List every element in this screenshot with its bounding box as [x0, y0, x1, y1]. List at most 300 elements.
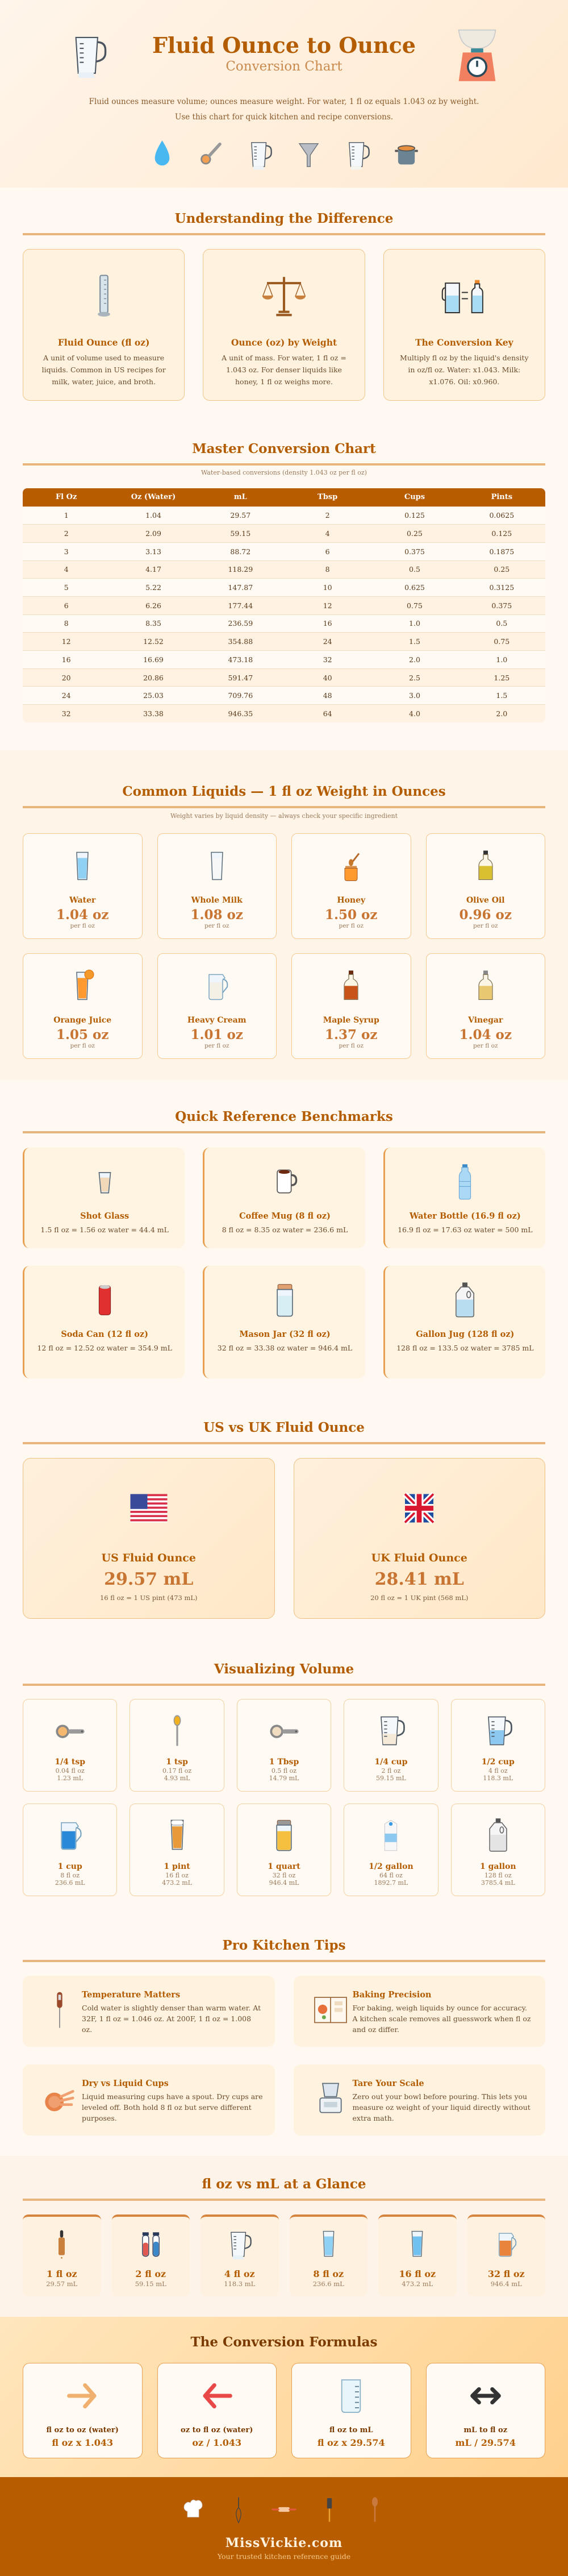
coffee-mug-icon — [266, 1162, 304, 1200]
column-header: Tbsp — [284, 488, 371, 506]
table-row — [23, 542, 545, 560]
liquid-card — [157, 953, 277, 1059]
table-row — [23, 614, 545, 633]
formula-card — [157, 2363, 277, 2458]
table-cell: 2.0 — [458, 705, 545, 723]
fl-oz-value: 0.17 fl oz — [162, 1767, 192, 1775]
fl-oz-value: 64 fl oz — [379, 1872, 403, 1879]
fl-oz-value: 4 fl oz — [488, 1767, 508, 1775]
fluid-ounce-card — [294, 1458, 546, 1619]
ml-value: 59.15 mL — [376, 1775, 406, 1782]
tip-text: For baking, weigh liquids by ounce for accuracy. A kitchen scale removes all guesswork when fl oz and oz differ. — [352, 2004, 531, 2034]
liquid-unit: per fl oz — [70, 1042, 95, 1049]
us-flag-icon — [120, 1487, 177, 1530]
teaspoon-icon — [159, 1712, 195, 1748]
table-cell: 0.3125 — [458, 579, 545, 597]
kitchen-scale-icon — [446, 24, 508, 85]
table-row — [23, 651, 545, 669]
graduated-cylinder-icon — [81, 272, 127, 319]
table-cell: 33.38 — [110, 705, 197, 723]
tip-title: Tare Your Scale — [352, 2079, 424, 2088]
liquid-weight: 1.05 oz — [56, 1027, 109, 1042]
formula: fl oz x 29.574 — [317, 2437, 385, 2448]
volume-label: 1/4 cup — [374, 1758, 408, 1767]
volume-card — [237, 1804, 331, 1896]
water-bottle-icon — [446, 1162, 484, 1200]
tip-title: Baking Precision — [352, 1990, 432, 2000]
volume-label: 1/4 tsp — [55, 1758, 85, 1767]
table-cell: 8 — [23, 614, 110, 633]
volume-card — [451, 1699, 545, 1792]
table-row — [23, 687, 545, 705]
table-cell: 0.0625 — [458, 506, 545, 525]
tip-card — [294, 1976, 546, 2047]
table-cell: 0.75 — [458, 633, 545, 651]
liquid-unit: per fl oz — [473, 923, 498, 929]
table-cell: 177.44 — [197, 596, 284, 614]
vials-icon — [135, 2228, 166, 2259]
floz-vs-ml-section — [0, 2156, 568, 2317]
fl-oz-value: 2 fl oz — [381, 1767, 401, 1775]
table-cell: 946.35 — [197, 705, 284, 723]
table-cell: 12.52 — [110, 633, 197, 651]
table-cell: 12 — [284, 596, 371, 614]
tip-title: Dry vs Liquid Cups — [82, 2079, 169, 2088]
liquid-unit: per fl oz — [339, 1042, 364, 1049]
volume-label: 1 gallon — [479, 1862, 516, 1871]
liquid-weight: 1.37 oz — [325, 1027, 378, 1042]
liquid-card — [426, 953, 546, 1059]
table-row — [23, 525, 545, 543]
benchmark-title: Water Bottle (16.9 fl oz) — [409, 1211, 521, 1221]
table-row — [23, 705, 545, 723]
benchmark-title: Coffee Mug (8 fl oz) — [239, 1211, 331, 1221]
volume-label: 1 tsp — [166, 1758, 188, 1767]
fl-oz-value: 8 fl oz — [313, 2268, 344, 2279]
arrow-left-icon — [197, 2376, 237, 2416]
tagline: Your trusted kitchen reference guide — [217, 2552, 351, 2561]
liquid-card — [23, 833, 143, 939]
liquid-weight: 1.50 oz — [325, 907, 378, 923]
measuring-spoon-icon — [195, 138, 227, 171]
table-cell: 0.25 — [371, 525, 458, 543]
milk-carton-icon — [373, 1817, 409, 1853]
liquid-unit: per fl oz — [204, 1042, 229, 1049]
glance-card — [467, 2214, 546, 2296]
benchmark-text: 8 fl oz = 8.35 oz water = 236.6 mL — [222, 1225, 348, 1234]
page-subtitle: Conversion Chart — [225, 59, 343, 74]
conversion-table — [23, 488, 545, 722]
table-cell: 473.18 — [197, 651, 284, 669]
liquid-card — [426, 833, 546, 939]
ml-value: 118.3 mL — [483, 1775, 513, 1782]
table-cell: 4 — [23, 560, 110, 579]
column-header: Fl Oz — [23, 488, 110, 506]
table-cell: 1.5 — [371, 633, 458, 651]
table-cell: 0.375 — [458, 596, 545, 614]
formula-card — [426, 2363, 546, 2458]
benchmark-card — [23, 1266, 185, 1378]
fluid-ounce-card — [23, 1458, 275, 1619]
spatula-icon — [315, 2495, 344, 2524]
ml-value: 29.57 mL — [46, 2280, 78, 2288]
visualizing-volume-section — [0, 1634, 568, 1913]
ml-value: 1.23 mL — [57, 1775, 83, 1782]
ml-value: 946.4 mL — [269, 1879, 299, 1887]
column-header: mL — [197, 488, 284, 506]
fl-oz-value: 32 fl oz — [272, 1872, 296, 1879]
stock-pot-icon — [391, 138, 422, 171]
liquid-name: Olive Oil — [466, 896, 505, 905]
table-cell: 236.59 — [197, 614, 284, 633]
divider — [23, 1684, 545, 1686]
benchmark-title: Shot Glass — [80, 1211, 130, 1221]
divider — [23, 463, 545, 466]
table-cell: 4.17 — [110, 560, 197, 579]
benchmark-card — [203, 1148, 365, 1248]
liquid-unit: per fl oz — [473, 1042, 498, 1049]
ml-value: 3785.4 mL — [481, 1879, 515, 1887]
volume-card — [23, 1699, 117, 1792]
card-description: Multiply fl oz by the liquid's density in oz/fl oz. Water: x1.043. Milk: x1.076. Oil: x0.960. — [400, 354, 529, 386]
formula-label: mL to fl oz — [463, 2426, 508, 2434]
section-title: Quick Reference Benchmarks — [175, 1109, 393, 1124]
pitcher-bottle-exchange-icon — [441, 272, 487, 319]
benchmark-text: 12 fl oz = 12.52 oz water = 354.9 mL — [37, 1344, 172, 1352]
table-cell: 3.0 — [371, 687, 458, 705]
soda-can-icon — [86, 1281, 124, 1319]
section-title: Understanding the Difference — [174, 211, 394, 226]
table-cell: 0.75 — [371, 596, 458, 614]
half-cup-jug-icon — [480, 1712, 516, 1748]
table-cell: 40 — [284, 668, 371, 687]
liquid-name: Whole Milk — [191, 896, 243, 905]
gallon-jug-icon — [446, 1281, 484, 1319]
section-title: The Conversion Formulas — [190, 2334, 378, 2350]
ml-value: 946.4 mL — [490, 2280, 522, 2288]
card-description: A unit of mass. For water, 1 fl oz = 1.043 oz. For denser liquids like honey, 1 fl oz weighs more. — [222, 354, 346, 386]
tip-card — [294, 2064, 546, 2135]
intro-description: Fluid ounces measure volume; ounces measure weight. For water, 1 fl oz equals 1.043 oz by weight. Use this chart for quick kitchen and recipe conversions. — [89, 97, 479, 122]
table-cell: 1.0 — [458, 651, 545, 669]
beaker-icon — [331, 2376, 371, 2416]
info-card — [203, 249, 365, 401]
table-cell: 2 — [284, 506, 371, 525]
table-row — [23, 506, 545, 525]
olive-oil-bottle-icon — [469, 847, 503, 884]
benchmark-text: 32 fl oz = 33.38 oz water = 946.4 mL — [217, 1344, 353, 1352]
table-cell: 24 — [23, 687, 110, 705]
formulas-section — [0, 2317, 568, 2477]
section-title: Master Conversion Chart — [192, 441, 376, 456]
table-cell: 0.25 — [458, 560, 545, 579]
card-title: Fluid Ounce (fl oz) — [57, 337, 150, 348]
benchmark-title: Mason Jar (32 fl oz) — [239, 1329, 331, 1339]
divider — [23, 2199, 545, 2201]
shot-glass-icon — [86, 1162, 124, 1200]
table-cell: 2.0 — [371, 651, 458, 669]
liquid-name: Maple Syrup — [323, 1016, 379, 1025]
small-measuring-jug-icon — [224, 2228, 255, 2259]
card-description: A unit of volume used to measure liquids. Common in US recipes for milk, water, juice, and broth. — [41, 354, 166, 386]
mason-jar-icon — [266, 1281, 304, 1319]
formula-card — [291, 2363, 411, 2458]
info-card — [383, 249, 545, 401]
quarter-cup-jug-icon — [373, 1712, 409, 1748]
column-header: Oz (Water) — [110, 488, 197, 506]
balance-scale-icon — [261, 272, 307, 319]
table-cell: 1 — [23, 506, 110, 525]
kitchen-tips-section — [0, 1913, 568, 2156]
table-cell: 2 — [23, 525, 110, 543]
ml-value: 4.93 mL — [164, 1775, 190, 1782]
us-vs-uk-section — [0, 1393, 568, 1634]
table-cell: 591.47 — [197, 668, 284, 687]
vinegar-bottle-icon — [469, 967, 503, 1004]
benchmark-text: 128 fl oz = 133.5 oz water = 3785 mL — [396, 1344, 534, 1352]
tip-card — [23, 2064, 275, 2135]
fl-oz-value: 0.04 fl oz — [55, 1767, 85, 1775]
tip-text: Cold water is slightly denser than warm water. At 32F, 1 fl oz = 1.046 oz. At 200F, 1 fl oz = 1.008 oz. — [82, 2004, 261, 2034]
liquid-card — [23, 953, 143, 1059]
liquid-name: Water — [69, 896, 96, 905]
fl-oz-value: 16 fl oz — [399, 2268, 436, 2279]
pint-note: 16 fl oz = 1 US pint (473 mL) — [99, 1594, 198, 1602]
table-cell: 2.09 — [110, 525, 197, 543]
table-cell: 1.5 — [458, 687, 545, 705]
table-cell: 88.72 — [197, 542, 284, 560]
table-cell: 32 — [23, 705, 110, 723]
table-cell: 0.1875 — [458, 542, 545, 560]
wooden-spoon-icon — [361, 2495, 389, 2524]
tip-text: Liquid measuring cups have a spout. Dry cups are leveled off. Both hold 8 fl oz but serve different purposes. — [82, 2092, 263, 2122]
ml-value: 28.41 mL — [374, 1569, 464, 1589]
table-cell: 3.13 — [110, 542, 197, 560]
table-cell: 4.0 — [371, 705, 458, 723]
whisk-icon — [224, 2495, 253, 2524]
section-title: fl oz vs mL at a Glance — [202, 2176, 366, 2192]
recipe-book-icon — [311, 1989, 350, 2029]
section-title: US vs UK Fluid Ounce — [203, 1420, 365, 1435]
table-cell: 0.5 — [458, 614, 545, 633]
volume-card — [130, 1699, 224, 1792]
one-cup-pitcher-icon — [52, 1817, 88, 1853]
table-cell: 5.22 — [110, 579, 197, 597]
table-cell: 32 — [284, 651, 371, 669]
benchmark-card — [383, 1148, 545, 1248]
milk-jug-icon — [342, 138, 373, 171]
table-cell: 6.26 — [110, 596, 197, 614]
digital-scale-icon — [311, 2078, 350, 2118]
pint-note: 20 fl oz = 1 UK pint (568 mL) — [370, 1594, 469, 1602]
fl-oz-value: 32 fl oz — [487, 2268, 525, 2279]
volume-label: 1 pint — [164, 1862, 190, 1871]
liquid-weight: 1.01 oz — [190, 1027, 243, 1042]
liquid-unit: per fl oz — [70, 923, 95, 929]
table-cell: 3 — [23, 542, 110, 560]
table-cell: 1.04 — [110, 506, 197, 525]
benchmarks-section — [0, 1080, 568, 1393]
hero-header — [0, 0, 568, 188]
glance-card — [290, 2214, 368, 2296]
table-cell: 0.125 — [371, 506, 458, 525]
liquid-unit: per fl oz — [339, 923, 364, 929]
orange-juice-glass-icon — [65, 967, 99, 1004]
volume-label: 1 quart — [268, 1862, 300, 1871]
measuring-cups-icon — [40, 2078, 80, 2118]
table-cell: 0.125 — [458, 525, 545, 543]
table-cell: 12 — [23, 633, 110, 651]
quart-jar-icon — [266, 1817, 302, 1853]
liquid-card — [291, 953, 411, 1059]
section-title: Pro Kitchen Tips — [222, 1938, 346, 1953]
column-header: Cups — [371, 488, 458, 506]
table-cell: 1.0 — [371, 614, 458, 633]
ml-value: 236.6 mL — [312, 2280, 344, 2288]
table-cell: 29.57 — [197, 506, 284, 525]
table-cell: 0.5 — [371, 560, 458, 579]
arrow-right-icon — [62, 2376, 102, 2416]
rolling-pin-icon — [270, 2495, 298, 2524]
table-cell: 6 — [284, 542, 371, 560]
table-cell: 16.69 — [110, 651, 197, 669]
cream-pitcher-icon — [200, 967, 234, 1004]
common-liquids-section — [0, 750, 568, 1080]
footer — [0, 2477, 568, 2576]
benchmark-text: 16.9 fl oz = 17.63 oz water = 500 mL — [398, 1225, 533, 1234]
table-cell: 10 — [284, 579, 371, 597]
ml-value: 29.57 mL — [104, 1569, 194, 1589]
footer-icon-row — [0, 2495, 568, 2524]
measuring-jug-icon — [244, 138, 275, 171]
benchmark-card — [383, 1266, 545, 1378]
table-row — [23, 596, 545, 614]
table-cell: 709.76 — [197, 687, 284, 705]
fl-oz-value: 0.5 fl oz — [271, 1767, 297, 1775]
arrow-both-icon — [466, 2376, 506, 2416]
ml-value: 118.3 mL — [224, 2280, 256, 2288]
milk-glass-icon — [200, 847, 234, 884]
benchmark-title: Gallon Jug (128 fl oz) — [416, 1329, 515, 1339]
tip-title: Temperature Matters — [82, 1990, 181, 2000]
fl-oz-value: 16 fl oz — [165, 1872, 189, 1879]
hero-icon-row — [0, 138, 568, 171]
ml-value: 473.2 mL — [162, 1879, 192, 1887]
table-cell: 48 — [284, 687, 371, 705]
water-glass-icon — [65, 847, 99, 884]
juice-pitcher-icon — [491, 2228, 522, 2259]
table-cell: 2.5 — [371, 668, 458, 687]
ml-value: 236.6 mL — [55, 1879, 85, 1887]
ml-value: 1892.7 mL — [374, 1879, 408, 1887]
formula-label: oz to fl oz (water) — [181, 2426, 253, 2434]
section-title: Visualizing Volume — [214, 1661, 354, 1677]
benchmark-text: 1.5 fl oz = 1.56 oz water = 44.4 mL — [40, 1225, 169, 1234]
table-cell: 354.88 — [197, 633, 284, 651]
liquid-unit: per fl oz — [204, 923, 229, 929]
info-card — [23, 249, 185, 401]
ml-value: 473.2 mL — [402, 2280, 433, 2288]
liquid-weight: 1.08 oz — [190, 907, 243, 923]
honey-jar-icon — [334, 847, 368, 884]
glance-card — [378, 2214, 457, 2296]
volume-card — [237, 1699, 331, 1792]
section-title: Common Liquids — 1 fl oz Weight in Ounces — [122, 784, 446, 799]
water-tumbler-icon — [313, 2228, 344, 2259]
table-row — [23, 579, 545, 597]
glance-card — [201, 2214, 279, 2296]
volume-label: 1/2 cup — [481, 1758, 515, 1767]
table-cell: 147.87 — [197, 579, 284, 597]
table-cell: 24 — [284, 633, 371, 651]
table-cell: 25.03 — [110, 687, 197, 705]
volume-card — [130, 1804, 224, 1896]
section-subtitle: Weight varies by liquid density — always check your specific ingredient — [170, 812, 398, 820]
formula-card — [23, 2363, 143, 2458]
thermometer-icon — [40, 1989, 80, 2029]
divider — [23, 233, 545, 235]
water-drop-icon — [147, 138, 178, 171]
liquid-card — [291, 833, 411, 939]
liquid-name: Heavy Cream — [187, 1016, 247, 1025]
volume-card — [344, 1804, 438, 1896]
benchmark-card — [203, 1266, 365, 1378]
table-cell: 20.86 — [110, 668, 197, 687]
table-cell: 4 — [284, 525, 371, 543]
liquid-name: Honey — [337, 896, 366, 905]
funnel-icon — [293, 138, 324, 171]
table-cell: 6 — [23, 596, 110, 614]
fl-oz-value: 1 fl oz — [46, 2268, 77, 2279]
tip-card — [23, 1976, 275, 2047]
understanding-section — [0, 188, 568, 418]
volume-label: 1/2 gallon — [369, 1862, 414, 1871]
liquid-weight: 1.04 oz — [56, 907, 109, 923]
formula-label: fl oz to mL — [329, 2426, 373, 2434]
volume-label: 1 Tbsp — [269, 1758, 299, 1767]
pint-glass-icon — [159, 1817, 195, 1853]
table-cell: 8 — [284, 560, 371, 579]
formula: oz / 1.043 — [192, 2437, 242, 2448]
section-subtitle: Water-based conversions (density 1.043 oz per fl oz) — [201, 469, 367, 476]
formula-label: fl oz to oz (water) — [46, 2426, 119, 2434]
divider — [23, 1131, 545, 1133]
card-title: UK Fluid Ounce — [371, 1552, 467, 1564]
table-cell: 20 — [23, 668, 110, 687]
table-cell: 5 — [23, 579, 110, 597]
ml-value: 14.79 mL — [269, 1775, 299, 1782]
formula: mL / 29.574 — [455, 2437, 516, 2448]
volume-label: 1 cup — [57, 1862, 82, 1871]
divider — [23, 806, 545, 808]
page-title: Fluid Ounce to Ounce — [152, 32, 416, 58]
benchmark-title: Soda Can (12 fl oz) — [61, 1329, 149, 1339]
volume-card — [344, 1699, 438, 1792]
liquid-name: Vinegar — [468, 1016, 503, 1025]
table-cell: 16 — [23, 651, 110, 669]
liquid-weight: 0.96 oz — [459, 907, 512, 923]
volume-card — [23, 1804, 117, 1896]
card-title: US Fluid Ounce — [101, 1552, 196, 1564]
table-cell: 16 — [284, 614, 371, 633]
fl-oz-value: 2 fl oz — [135, 2268, 166, 2279]
uk-flag-icon — [391, 1487, 448, 1530]
formula: fl oz x 1.043 — [52, 2437, 114, 2448]
glance-card — [112, 2214, 190, 2296]
maple-syrup-bottle-icon — [334, 967, 368, 1004]
glance-card — [23, 2214, 101, 2296]
fl-oz-value: 4 fl oz — [224, 2268, 255, 2279]
